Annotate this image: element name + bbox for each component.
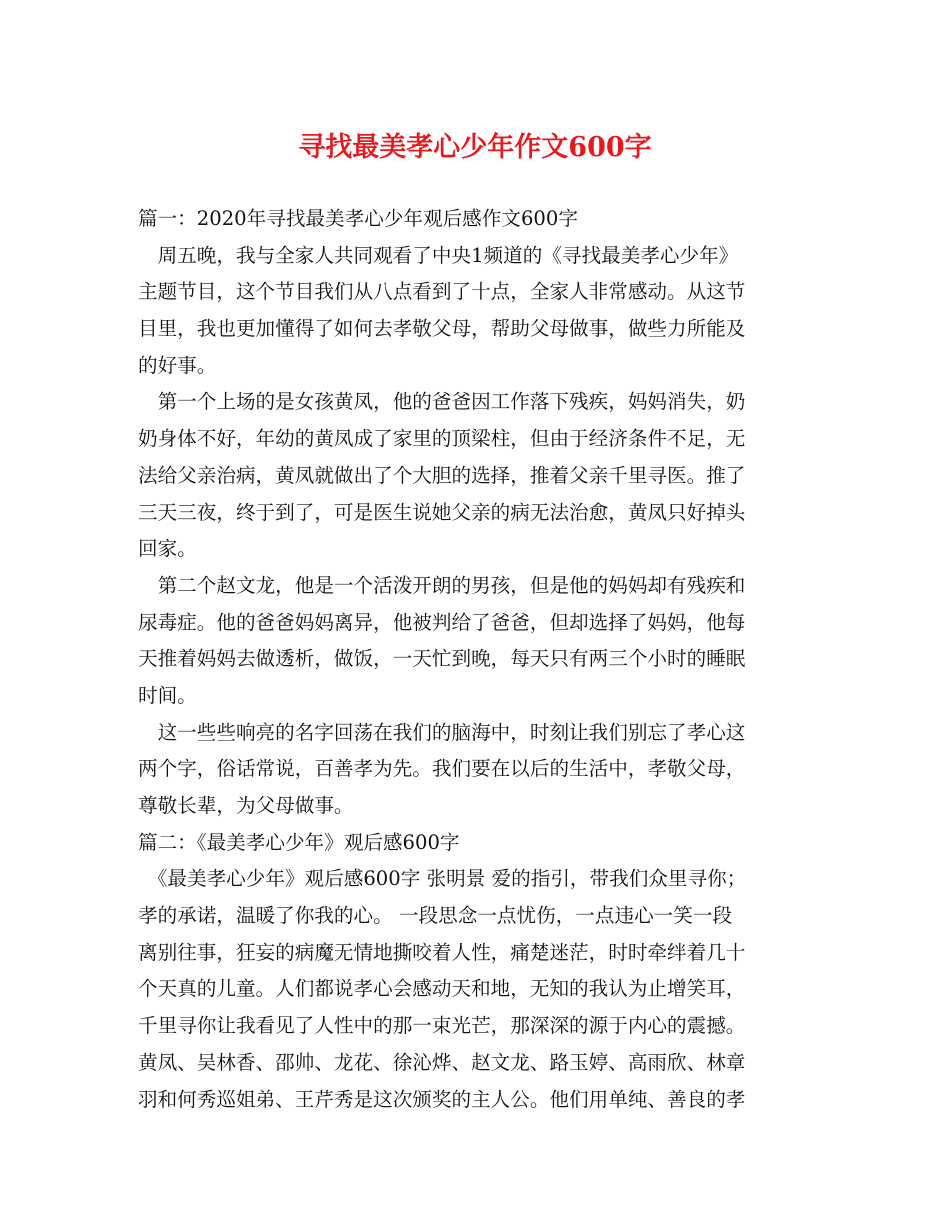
paragraph-line: 时间。 <box>138 683 197 707</box>
paragraph-line: 的好事。 <box>138 353 217 377</box>
paragraph-line: 目里，我也更加懂得了如何去孝敬父母，帮助父母做事，做些力所能及 <box>138 317 746 341</box>
paragraph-line: 法给父亲治病，黄凤就做出了个大胆的选择，推着父亲千里寻医。推了 <box>138 463 746 487</box>
paragraph-line: 离别往事，狂妄的病魔无情地撕咬着人性，痛楚迷茫，时时牵绊着几十 <box>138 940 746 964</box>
paragraph-line: 主题节目，这个节目我们从八点看到了十点，全家人非常感动。从这节 <box>138 280 746 304</box>
paragraph-line: 第二个赵文龙，他是一个活泼开朗的男孩，但是他的妈妈却有残疾和 <box>138 573 746 597</box>
paragraph-line: 千里寻你让我看见了人性中的那一束光芒，那深深的源于内心的震撼。 <box>138 1014 746 1038</box>
paragraph-line: 黄凤、吴林香、邵帅、龙花、徐沁烨、赵文龙、路玉婷、高雨欣、林章 <box>138 1050 746 1074</box>
paragraph-line: 尊敬长辈，为父母做事。 <box>138 794 354 817</box>
paragraph-line: 周五晚，我与全家人共同观看了中央1频道的《寻找最美孝心少年》 <box>138 243 739 267</box>
paragraph-line: 三天三夜，终于到了，可是医生说她父亲的病无法治愈，黄凤只好掉头 <box>138 500 746 524</box>
document-title: 寻找最美孝心少年作文600字 <box>298 132 652 163</box>
paragraph-line: 第一个上场的是女孩黄凤，他的爸爸因工作落下残疾，妈妈消失，奶 <box>138 390 746 414</box>
section-heading-2: 篇二：《最美孝心少年》观后感600字 <box>138 830 460 854</box>
paragraph-line: 天推着妈妈去做透析，做饭，一天忙到晚，每天只有两三个小时的睡眠 <box>138 647 746 671</box>
paragraph-line: 羽和何秀巡姐弟、王芹秀是这次颁奖的主人公。他们用单纯、善良的孝 <box>138 1087 746 1111</box>
paragraph-line: 孝的承诺，温暖了你我的心。 一段思念一点忧伤，一点违心一笑一段 <box>138 904 733 928</box>
paragraph-line: 尿毒症。他的爸爸妈妈离异，他被判给了爸爸，但却选择了妈妈，他每 <box>138 610 746 634</box>
section-heading-1: 篇一：2020年寻找最美孝心少年观后感作文600字 <box>138 207 578 230</box>
paragraph-line: 两个字，俗话常说，百善孝为先。我们要在以后的生活中，孝敬父母， <box>138 757 746 781</box>
paragraph-line: 《最美孝心少年》观后感600字 张明景 爱的指引，带我们众里寻你； <box>138 867 747 891</box>
paragraph-line: 回家。 <box>138 537 197 561</box>
paragraph-line: 这一些些响亮的名字回荡在我们的脑海中，时刻让我们别忘了孝心这 <box>138 720 746 744</box>
paragraph-line: 个天真的儿童。人们都说孝心会感动天和地，无知的我认为止增笑耳， <box>138 977 746 1001</box>
document-body <box>138 201 818 1118</box>
paragraph-line: 奶身体不好，年幼的黄凤成了家里的顶梁柱，但由于经济条件不足，无 <box>138 427 746 451</box>
